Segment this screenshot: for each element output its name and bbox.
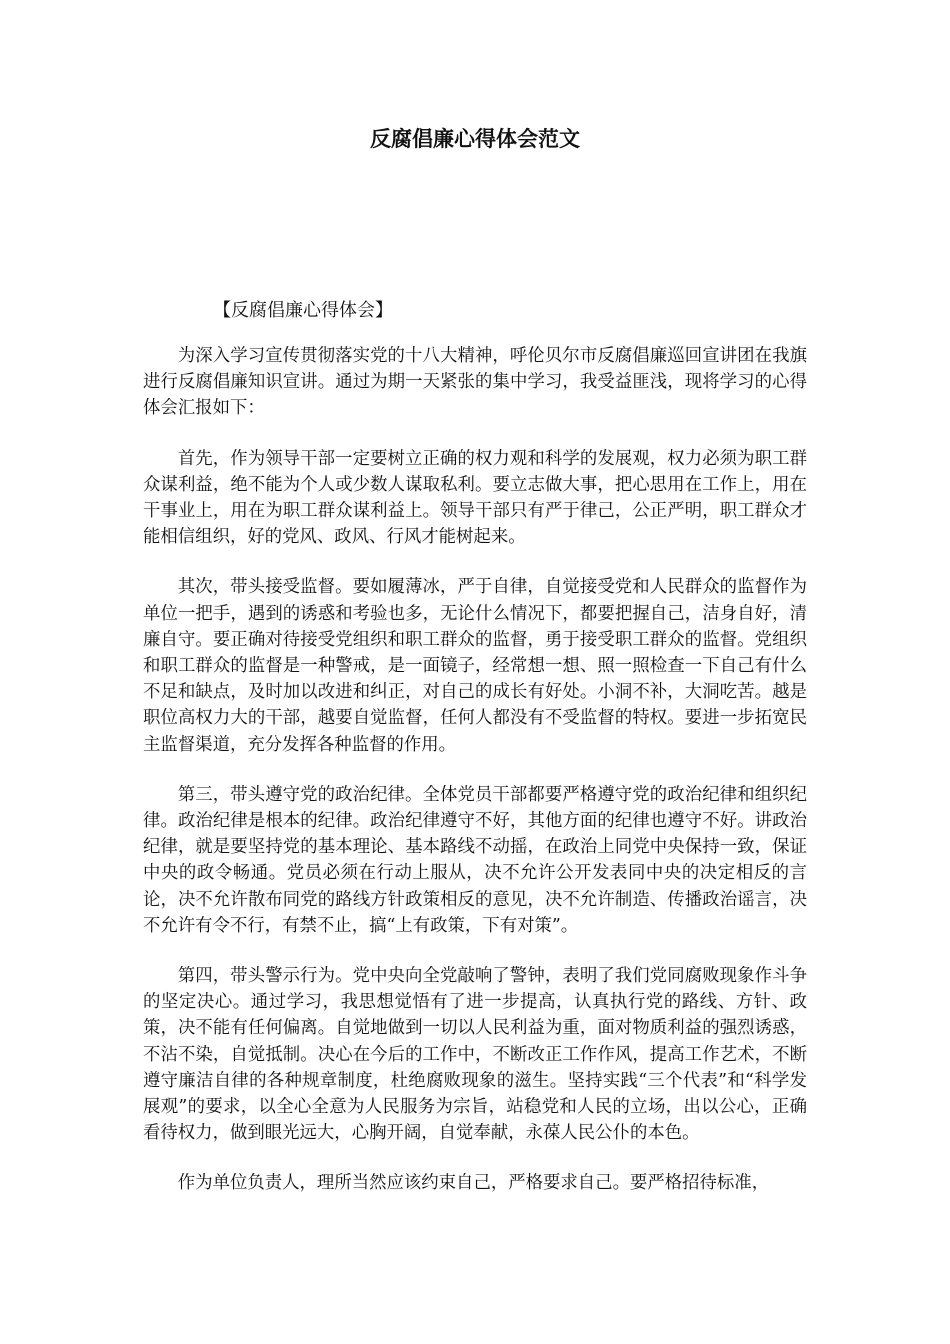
paragraph-intro: 为深入学习宣传贯彻落实党的十八大精神，呼伦贝尔市反腐倡廉巡回宣讲团在我旗进行反腐倡廉知识宣讲。通过为期一天紧张的集中学习，我受益匪浅，现将学习的心得体会汇报如下： — [143, 346, 807, 419]
document-body — [143, 343, 807, 1221]
paragraph-second: 其次，带头接受监督。要如履薄冰，严于自律，自觉接受党和人民群众的监督作为单位一把手，遇到的诱惑和考验也多，无论什么情况下，都要把握自己，洁身自好，清廉自守。要正确对待接受党组织和职工群众的监督，勇于接受职工群众的监督。党组织和职工群众的监督是一种警戒，是一面镜子，经常想一想、照一照检查一下自己有什么不足和缺点，及时加以改进和纠正，对自己的成长有好处。小洞不补，大洞吃苦。越是职位高权力大的干部，越要自觉监督，任何人都没有不受监督的特权。要进一步拓宽民主监督渠道，充分发挥各种监督的作用。 — [143, 577, 807, 755]
paragraph-fourth: 第四，带头警示行为。党中央向全党敲响了警钟，表明了我们党同腐败现象作斗争的坚定决心。通过学习，我思想觉悟有了进一步提高，认真执行党的路线、方针、政策，决不能有任何偏离。自觉地做到一切以人民利益为重，面对物质利益的强烈诱惑，不沾不染，自觉抵制。决心在今后的工作中，不断改正工作作风，提高工作艺术，不断遵守廉洁自律的各种规章制度，杜绝腐败现象的滋生。坚持实践“三个代表”和“科学发展观”的要求，以全心全意为人民服务为宗旨，站稳党和人民的立场，出以公心，正确看待权力，做到眼光远大，心胸开阔，自觉奉献，永葆人民公仆的本色。 — [143, 966, 807, 1144]
paragraph-first: 首先，作为领导干部一定要树立正确的权力观和科学的发展观，权力必须为职工群众谋利益，绝不能为个人或少数人谋取私利。要立志做大事，把心思用在工作上，用在干事业上，用在为职工群众谋利益上。领导干部只有严于律己，公正严明，职工群众才能相信组织，好的党风、政风、行风才能树起来。 — [143, 448, 807, 548]
paragraph-third: 第三，带头遵守党的政治纪律。全体党员干部都要严格遵守党的政治纪律和组织纪律。政治纪律是根本的纪律。政治纪律遵守不好，其他方面的纪律也遵守不好。讲政治纪律，就是要坚持党的基本理论、基本路线不动摇，在政治上同党中央保持一致，保证中央的政令畅通。党员必须在行动上服从，决不允许公开发表同中央的决定相反的言论，决不允许散布同党的路线方针政策相反的意见，决不允许制造、传播政治谣言，决不允许有令不行，有禁不止，搞“上有政策，下有对策”。 — [143, 784, 807, 936]
paragraph-closing: 作为单位负责人，理所当然应该约束自己，严格要求自己。要严格招待标准， — [177, 1173, 770, 1194]
document-title: 反腐倡廉心得体会范文 — [370, 126, 580, 151]
section-heading: 【反腐倡廉心得体会】 — [213, 300, 393, 321]
